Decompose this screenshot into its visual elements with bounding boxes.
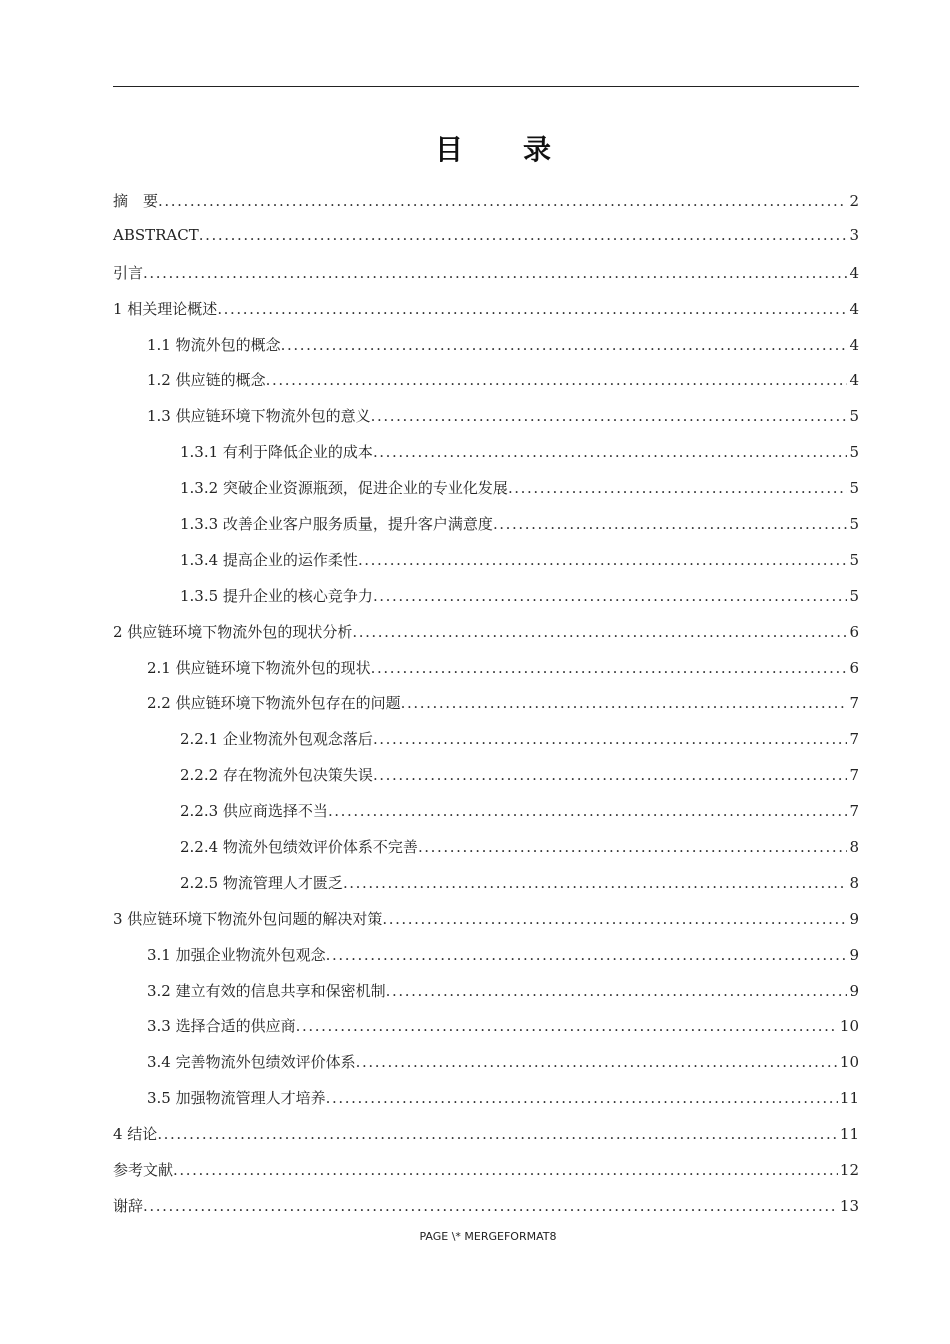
toc-page-number: 9 (849, 909, 859, 928)
toc-entry-title: 引言 (113, 263, 144, 282)
toc-page-number: 4 (849, 299, 859, 318)
toc-page-number: 7 (849, 730, 859, 749)
toc-entry-title: 3 供应链环境下物流外包问题的解决对策 (113, 909, 383, 928)
toc-entry[interactable] (113, 692, 859, 728)
toc-entry-title: 4 结论 (113, 1125, 158, 1144)
toc-entry[interactable] (113, 405, 859, 441)
toc-page-number: 5 (849, 443, 859, 462)
table-of-contents (113, 190, 859, 1231)
toc-page-number: 8 (849, 873, 859, 892)
toc-page-number: 4 (849, 263, 859, 282)
toc-dot-leader (326, 946, 848, 964)
toc-entry[interactable] (113, 298, 859, 334)
toc-entry-title: 2.2.2 存在物流外包决策失误 (180, 766, 373, 785)
toc-entry-title: 3.4 完善物流外包绩效评价体系 (147, 1053, 356, 1072)
toc-entry[interactable] (113, 369, 859, 405)
toc-entry[interactable] (113, 1159, 859, 1195)
toc-page-number: 5 (849, 407, 859, 426)
toc-dot-leader (199, 226, 848, 244)
toc-entry[interactable] (113, 190, 859, 226)
toc-entry[interactable] (113, 513, 859, 549)
toc-entry[interactable] (113, 764, 859, 800)
toc-dot-leader (373, 443, 848, 461)
toc-page-number: 5 (849, 515, 859, 534)
toc-dot-leader (382, 910, 847, 928)
toc-dot-leader (356, 1053, 838, 1071)
toc-entry-title: 2 供应链环境下物流外包的现状分析 (113, 622, 353, 641)
toc-entry[interactable] (113, 1015, 859, 1051)
toc-entry-title: 3.5 加强物流管理人才培养 (147, 1089, 326, 1108)
toc-dot-leader (418, 838, 848, 856)
header-rule (113, 86, 859, 87)
toc-dot-leader (281, 336, 848, 354)
toc-entry[interactable] (113, 334, 859, 370)
toc-entry-title: 3.1 加强企业物流外包观念 (147, 945, 326, 964)
toc-page-number: 10 (839, 1017, 859, 1036)
toc-entry-title: 1.1 物流外包的概念 (147, 335, 281, 354)
toc-page-number: 8 (849, 838, 859, 857)
toc-entry[interactable] (113, 477, 859, 513)
toc-entry[interactable] (113, 585, 859, 621)
toc-page-number: 9 (849, 981, 859, 1000)
toc-entry[interactable] (113, 226, 859, 262)
toc-entry-title: 摘 要 (113, 192, 159, 210)
toc-entry-title: 2.2 供应链环境下物流外包存在的问题 (147, 694, 401, 713)
toc-page-number: 5 (849, 479, 859, 498)
toc-entry[interactable] (113, 980, 859, 1016)
toc-entry-title: 2.2.1 企业物流外包观念落后 (180, 730, 373, 749)
toc-page-number: 10 (839, 1053, 859, 1072)
toc-page-number: 5 (849, 550, 859, 569)
toc-entry-title: 1.3.1 有利于降低企业的成本 (180, 443, 373, 462)
toc-page-number: 7 (849, 766, 859, 785)
toc-dot-leader (343, 874, 848, 892)
toc-entry[interactable] (113, 872, 859, 908)
toc-entry-title: 谢辞 (113, 1196, 144, 1215)
toc-entry-title: 3.3 选择合适的供应商 (147, 1017, 296, 1036)
toc-dot-leader (373, 730, 848, 748)
toc-dot-leader (371, 659, 848, 677)
toc-page-number: 9 (849, 945, 859, 964)
toc-page-number: 11 (839, 1125, 859, 1144)
toc-dot-leader (386, 982, 848, 1000)
toc-entry[interactable] (113, 836, 859, 872)
toc-dot-leader (493, 515, 848, 533)
toc-dot-leader (508, 479, 848, 497)
toc-entry[interactable] (113, 1051, 859, 1087)
toc-page-number: 6 (849, 622, 859, 641)
toc-dot-leader (157, 1125, 838, 1143)
toc-page-number: 12 (839, 1161, 859, 1180)
toc-dot-leader (266, 371, 848, 389)
toc-dot-leader (373, 587, 848, 605)
toc-entry[interactable] (113, 262, 859, 298)
page-footer: PAGE \* MERGEFORMAT8 (419, 1230, 557, 1243)
toc-page-number: 5 (849, 586, 859, 605)
toc-dot-leader (352, 623, 847, 641)
toc-entry-title: 1.3 供应链环境下物流外包的意义 (147, 407, 371, 426)
toc-entry-title: 3.2 建立有效的信息共享和保密机制 (147, 981, 386, 1000)
toc-entry-title: 1.3.5 提升企业的核心竞争力 (180, 586, 373, 605)
toc-dot-leader (373, 766, 848, 784)
toc-dot-leader (217, 300, 847, 318)
toc-entry[interactable] (113, 908, 859, 944)
toc-entry-title: ABSTRACT (113, 225, 199, 244)
toc-entry-title: 2.2.5 物流管理人才匮乏 (180, 873, 343, 892)
toc-dot-leader (158, 192, 847, 210)
toc-entry-title: 1.3.4 提高企业的运作柔性 (180, 550, 358, 569)
toc-page-number: 6 (849, 658, 859, 677)
toc-page-number: 7 (849, 802, 859, 821)
toc-dot-leader (401, 694, 848, 712)
toc-entry[interactable] (113, 944, 859, 980)
toc-dot-leader (328, 802, 848, 820)
toc-dot-leader (143, 264, 847, 282)
toc-page-number: 13 (839, 1196, 859, 1215)
toc-page-number: 11 (839, 1089, 859, 1108)
toc-page-number: 3 (849, 225, 859, 244)
toc-page-number: 7 (849, 694, 859, 713)
toc-entry[interactable] (113, 728, 859, 764)
toc-dot-leader (143, 1197, 838, 1215)
toc-page-number: 4 (849, 335, 859, 354)
toc-entry[interactable] (113, 1195, 859, 1231)
toc-entry-title: 2.1 供应链环境下物流外包的现状 (147, 658, 371, 677)
toc-entry-title: 参考文献 (113, 1161, 174, 1180)
toc-entry-title: 2.2.4 物流外包绩效评价体系不完善 (180, 838, 418, 857)
toc-dot-leader (326, 1089, 838, 1107)
toc-entry[interactable] (113, 1087, 859, 1123)
toc-entry-title: 2.2.3 供应商选择不当 (180, 802, 328, 821)
toc-entry[interactable] (113, 549, 859, 585)
toc-entry-title: 1.2 供应链的概念 (147, 371, 266, 390)
toc-entry[interactable] (113, 1123, 859, 1159)
toc-entry[interactable] (113, 441, 859, 477)
toc-page-number: 2 (849, 192, 859, 210)
toc-dot-leader (173, 1161, 838, 1179)
toc-entry[interactable] (113, 657, 859, 693)
toc-entry[interactable] (113, 800, 859, 836)
toc-dot-leader (296, 1017, 838, 1035)
toc-dot-leader (358, 551, 848, 569)
toc-entry-title: 1.3.3 改善企业客户服务质量，提升客户满意度 (180, 515, 493, 534)
toc-entry-title: 1.3.2 突破企业资源瓶颈，促进企业的专业化发展 (180, 479, 508, 498)
toc-entry[interactable] (113, 621, 859, 657)
toc-entry-title: 1 相关理论概述 (113, 299, 218, 318)
toc-page-number: 4 (849, 371, 859, 390)
toc-title: 目 录 (434, 133, 567, 166)
toc-dot-leader (371, 407, 848, 425)
